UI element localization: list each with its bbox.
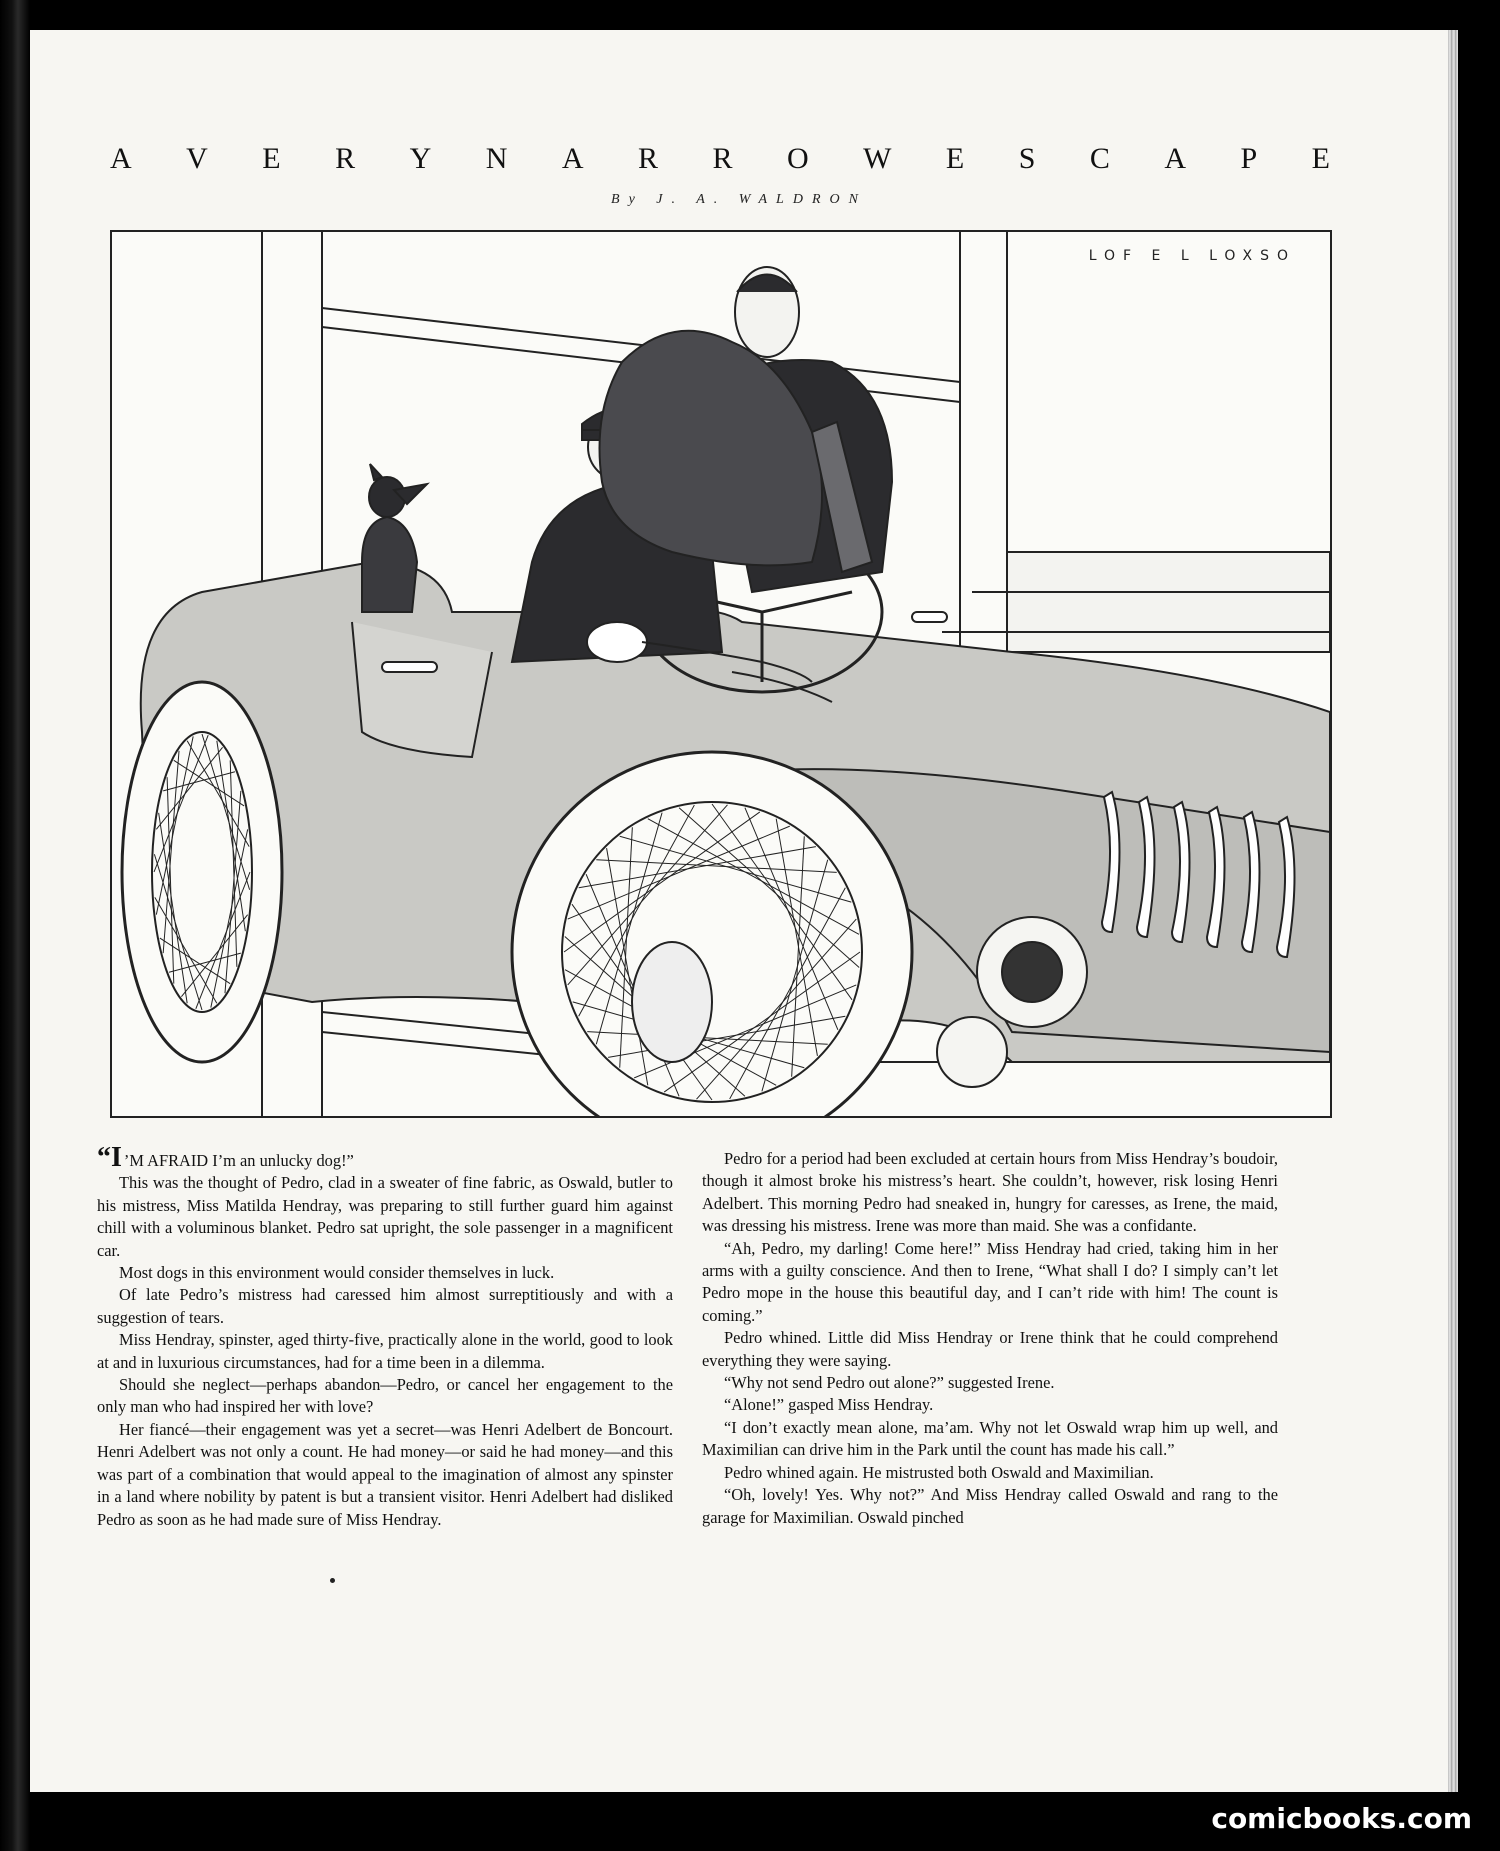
- paragraph: [702, 1372, 1278, 1394]
- title-letter: R: [637, 142, 658, 175]
- paragraph: [702, 1462, 1278, 1484]
- paragraph: [97, 1262, 673, 1284]
- paragraph-text: “Alone!” gasped Miss Hendray.: [724, 1395, 934, 1415]
- artist-signature: LOF E L LOXSO: [1088, 248, 1296, 264]
- title-letter: O: [786, 142, 809, 175]
- title-letter: P: [1240, 142, 1258, 175]
- paragraph-text: “Oh, lovely! Yes. Why not?” And Miss Hendray called Oswald and rang to the garage for Maximilian. Oswald pinched: [702, 1485, 1278, 1527]
- paragraph-text: Pedro for a period had been excluded at certain hours from Miss Hendray’s boudoir, though it almost broke his mistress’s heart. She couldn’t, however, risk losing Henri Adelbert. This morning Pedro had sneaked in, hungry for caresses, as Irene, the maid, was dressing his mistress. Irene was more than maid. She was a confidante.: [702, 1149, 1278, 1236]
- story-title: [110, 142, 1330, 176]
- title-letter: N: [485, 142, 508, 175]
- paragraph-text: Most dogs in this environment would consider themselves in luck.: [119, 1263, 555, 1283]
- rear-wheel: [122, 682, 282, 1062]
- title-letter: E: [262, 142, 281, 175]
- paragraph: [97, 1172, 673, 1262]
- title-letter: R: [335, 142, 356, 175]
- paragraph-text: “Why not send Pedro out alone?” suggested Irene.: [724, 1373, 1055, 1393]
- paragraph: [97, 1284, 673, 1329]
- title-letter: C: [1089, 142, 1110, 175]
- paragraph-text: “Ah, Pedro, my darling! Come here!” Miss Hendray had cried, taking him in her arms with a guilty conscience. And then to Irene, “What shall I do? I simply can’t let Pedro mope in the house this beautiful day, and I can’t ride with him! The count is coming.”: [702, 1238, 1278, 1325]
- paragraph: [702, 1484, 1278, 1529]
- paragraph-text: This was the thought of Pedro, clad in a sweater of fine fabric, as Oswald, butler to his mistress, Miss Matilda Hendray, was preparing to still further guard him against chill with a voluminous blanket. Pedro sat upright, the sole passenger in a magnificent car.: [97, 1173, 673, 1260]
- illustration-drawing: [112, 232, 1330, 1116]
- paragraph: [702, 1417, 1278, 1462]
- title-letter: V: [186, 142, 208, 175]
- title-letter: E: [945, 142, 965, 175]
- car-illustration: [110, 230, 1332, 1118]
- paragraph-text: Pedro whined. Little did Miss Hendray or Irene think that he could comprehend everything they were saying.: [702, 1328, 1278, 1370]
- paragraph: [702, 1394, 1278, 1416]
- paragraph: [97, 1142, 673, 1173]
- watermark: comicbooks.com: [1211, 1802, 1472, 1835]
- paragraph-text: Pedro whined again. He mistrusted both Oswald and Maximilian.: [724, 1462, 1154, 1482]
- paragraph-text: Her fiancé—their engagement was yet a secret—was Henri Adelbert de Boncourt. Henri Adelbert was not only a count. He had money—or said he had money—and this was part of a combination that would appeal to the imagination of almost any spinster in a land where nobility by patent is but a transient visitor. Henri Adelbert had disliked Pedro as soon as he had made sure of Miss Hendray.: [97, 1419, 673, 1529]
- paragraph: [702, 1148, 1278, 1238]
- text-column-left: [97, 1142, 673, 1531]
- paragraph-text: ’M AFRAID I’m an unlucky dog!”: [123, 1151, 354, 1170]
- paragraph-text: Should she neglect—perhaps abandon—Pedro, or cancel her engagement to the only man who had inspired her with love?: [97, 1375, 673, 1417]
- paragraph: [97, 1374, 673, 1419]
- title-letter: Y: [409, 142, 432, 175]
- paragraph: [97, 1329, 673, 1374]
- title-letter: A: [110, 142, 132, 175]
- title-letter: W: [863, 142, 892, 175]
- text-column-right: [702, 1148, 1278, 1529]
- magazine-page: [30, 30, 1448, 1792]
- byline: By J. A. WALDRON: [611, 192, 867, 207]
- title-letter: R: [712, 142, 733, 175]
- paragraph-text: Of late Pedro’s mistress had caressed him almost surreptitiously and with a suggestion of tears.: [97, 1285, 673, 1327]
- drop-cap: “I: [97, 1142, 122, 1173]
- paragraph: [702, 1327, 1278, 1372]
- title-letter: S: [1018, 142, 1036, 175]
- title-letter: A: [561, 142, 584, 175]
- paragraph-text: “I don’t exactly mean alone, ma’am. Why not let Oswald wrap him up well, and Maximilian can drive him in the Park until the count has made his call.”: [702, 1417, 1278, 1460]
- paragraph-text: Miss Hendray, spinster, aged thirty-five, practically alone in the world, good to look at and in luxurious circumstances, had for a time been in a dilemma.: [97, 1330, 673, 1372]
- book-spine: [0, 0, 30, 1851]
- print-speck: [330, 1578, 335, 1583]
- title-letter: E: [1311, 142, 1330, 175]
- title-letter: A: [1164, 142, 1186, 175]
- paragraph: [702, 1238, 1278, 1328]
- paragraph: [97, 1419, 673, 1531]
